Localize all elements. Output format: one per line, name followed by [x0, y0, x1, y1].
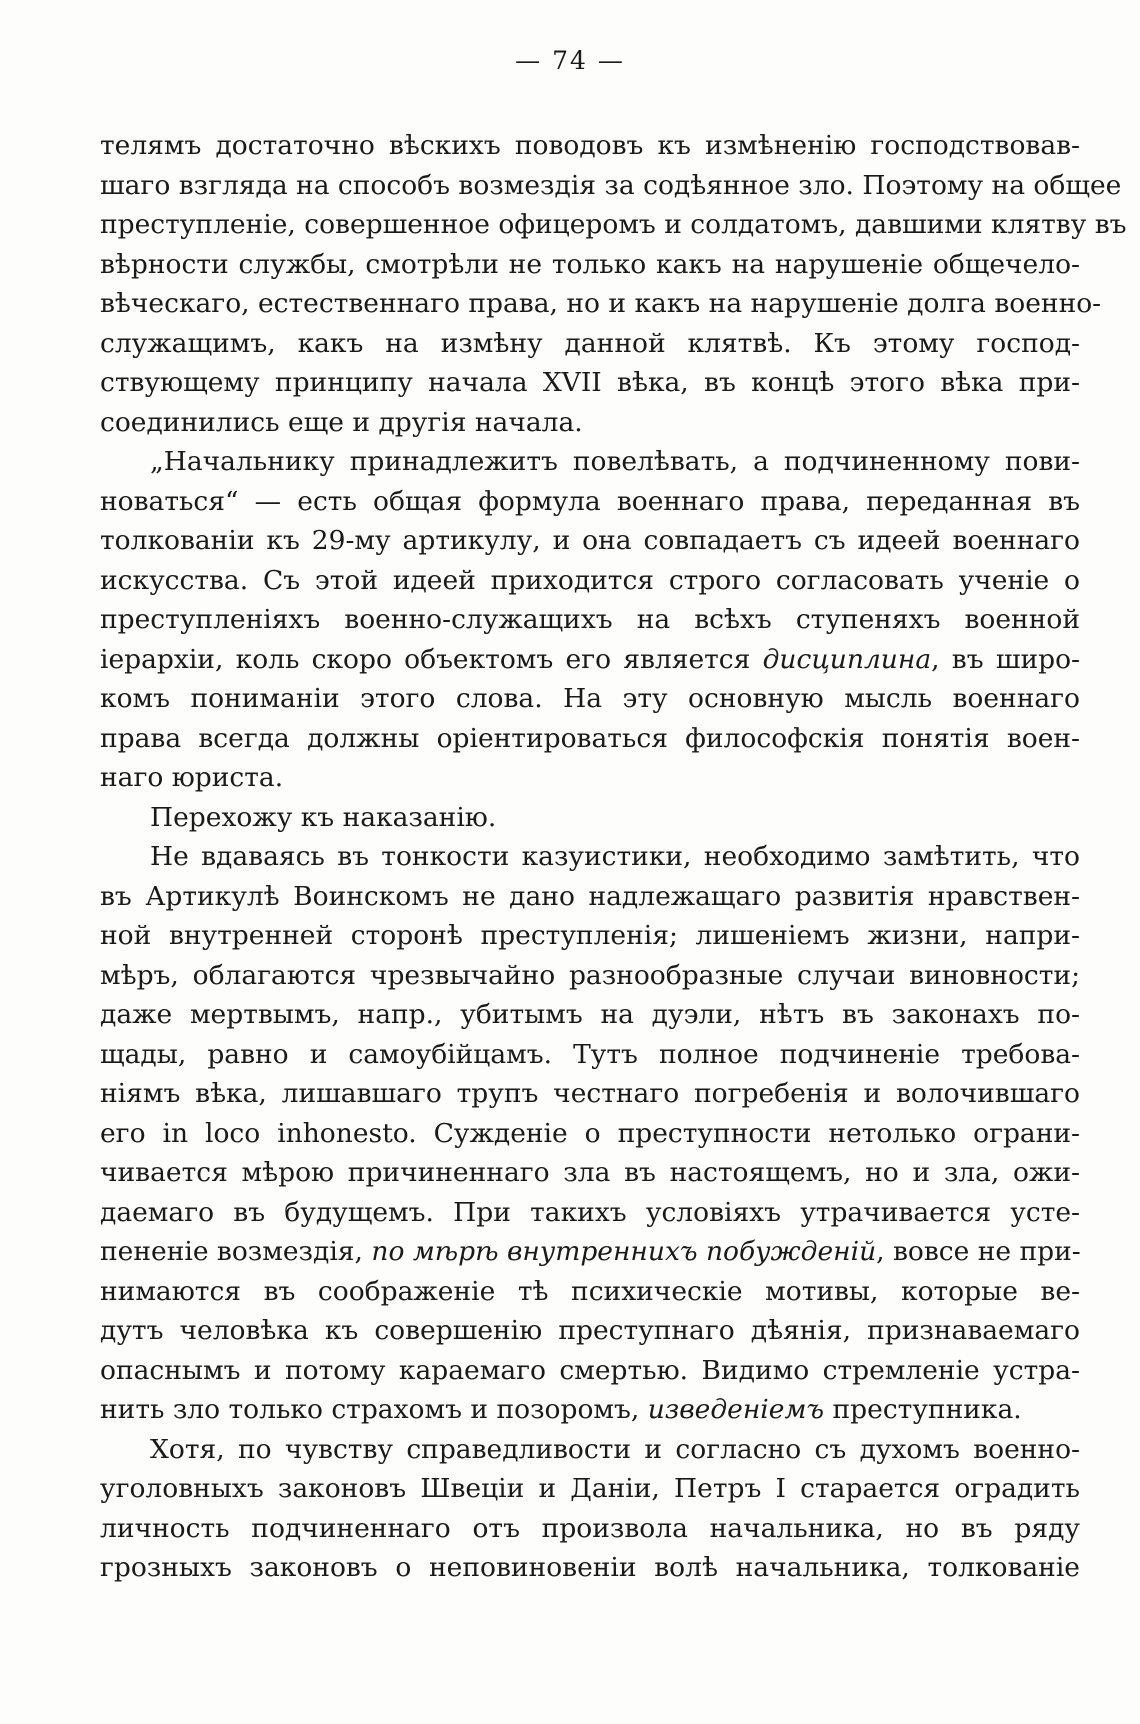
text-line [100, 1035, 1080, 1075]
text-segment: личность подчиненнаго отъ произвола начальника, но въ ряду [100, 1512, 1080, 1544]
text-segment: , вовсе не при- [876, 1236, 1081, 1267]
text-segment: въ Артикулѣ Воинскомъ не дано надлежащаго развитія нравствен- [100, 880, 1080, 912]
text-segment: права всегда должны оріентироваться философскія понятія воен- [100, 722, 1080, 754]
text-segment: соединились еще и другія начала. [100, 406, 583, 438]
text-line [100, 1548, 1080, 1588]
text-segment: щады, равно и самоубійцамъ. Тутъ полное подчиненіе требова- [100, 1038, 1080, 1070]
text-line [100, 205, 1127, 245]
text-segment: комъ пониманіи этого слова. На эту основную мысль военнаго [100, 683, 1080, 714]
text-line [100, 442, 1080, 482]
text-line [100, 1272, 1080, 1312]
text-line [100, 758, 1080, 798]
text-line [100, 995, 1080, 1035]
text-line [100, 877, 1080, 917]
text-segment: іерархіи, коль скоро объектомъ его является [100, 643, 763, 675]
text-line [100, 245, 1080, 285]
text-line [100, 719, 1080, 759]
text-line [100, 640, 1080, 680]
text-segment: искусства. Съ этой идеей приходится строго согласовать ученіе о [100, 564, 1080, 596]
text-segment: ствующему принципу начала XVII вѣка, въ концѣ этого вѣка при- [100, 367, 1080, 398]
paragraph [100, 798, 1080, 838]
text-segment: его in loco inhonesto. Сужденіе о преступности нетолько ограни- [100, 1117, 1080, 1149]
text-segment: Перехожу къ наказанію. [150, 801, 497, 833]
text-segment: преступника. [824, 1394, 1022, 1425]
text-line [100, 1469, 1080, 1509]
text-segment: толкованіи къ 29-му артикулу, и она совпадаетъ съ идеей военнаго [100, 525, 1080, 556]
text-line [100, 166, 1122, 206]
text-segment: опаснымъ и потому караемаго смертью. Видимо стремленіе устра- [100, 1354, 1080, 1386]
italic-text: дисциплина [762, 643, 932, 675]
text-line [100, 679, 1080, 719]
text-line [100, 324, 1080, 364]
text-segment: новаться“ — есть общая формула военнаго права, переданная въ [100, 485, 1080, 517]
text-line [100, 1232, 1080, 1272]
text-segment: служащимъ, какъ на измѣну данной клятвѣ. Къ этому господ- [100, 327, 1080, 359]
text-segment: пененіе возмездія, [100, 1236, 372, 1267]
text-segment: нить зло только страхомъ и позоромъ, [100, 1394, 648, 1425]
italic-text: по мѣрѣ внутреннихъ побужденій [371, 1236, 877, 1267]
text-line [100, 1193, 1080, 1233]
text-line [100, 521, 1080, 561]
text-line [100, 600, 1080, 640]
text-segment: телямъ достаточно вѣскихъ поводовъ къ измѣненію господствовав- [100, 130, 1080, 161]
text-line [100, 837, 1080, 877]
paragraph [100, 126, 1127, 442]
page-number: — 74 — [515, 46, 625, 75]
text-line [100, 1153, 1080, 1193]
text-segment: дутъ человѣка къ совершенію преступнаго дѣянія, признаваемаго [100, 1315, 1080, 1346]
text-line [100, 1430, 1080, 1470]
text-line [100, 1351, 1080, 1391]
text-line [100, 363, 1080, 403]
text-segment: преступленіе, совершенное офицеромъ и солдатомъ, давшими клятву въ [100, 209, 1127, 240]
text-line [100, 1114, 1080, 1154]
text-segment: грозныхъ законовъ о неповиновеніи волѣ начальника, толкованіе [100, 1552, 1080, 1583]
text-segment: , въ широ- [931, 643, 1080, 675]
text-line [100, 126, 1080, 166]
body-text [100, 126, 1127, 1588]
text-segment: нимаются въ соображеніе тѣ психическіе мотивы, которые ве- [100, 1275, 1080, 1307]
text-line [100, 284, 1102, 324]
text-segment: ной внутренней сторонѣ преступленія; лишеніемъ жизни, напри- [100, 920, 1080, 951]
text-segment: даемаго въ будущемъ. При такихъ условіяхъ утрачивается усте- [100, 1196, 1080, 1228]
text-line [100, 403, 1080, 443]
text-segment: даже мертвымъ, напр., убитымъ на дуэли, нѣтъ въ законахъ по- [100, 999, 1080, 1030]
text-segment: вѣческаго, естественнаго права, но и какъ на нарушеніе долга военно- [100, 288, 1102, 319]
text-line [100, 1509, 1080, 1549]
text-line [100, 482, 1080, 522]
text-segment: ніямъ вѣка, лишавшаго трупъ честнаго погребенія и волочившаго [100, 1078, 1080, 1109]
text-segment: преступленіяхъ военно-служащихъ на всѣхъ ступеняхъ военной [100, 604, 1080, 635]
text-line [100, 1074, 1080, 1114]
text-line [100, 916, 1080, 956]
text-segment: „Начальнику принадлежитъ повелѣвать, а подчиненному пови- [150, 446, 1080, 477]
text-segment: Хотя, по чувству справедливости и согласно съ духомъ военно- [150, 1433, 1080, 1465]
text-segment: шаго взгляда на способъ возмездія за содѣянное зло. Поэтому на общее [100, 169, 1122, 201]
text-line [100, 1311, 1080, 1351]
paragraph [100, 837, 1080, 1430]
text-line [100, 561, 1080, 601]
text-line [100, 1390, 1080, 1430]
text-line [100, 956, 1080, 996]
text-line [100, 798, 1080, 838]
paragraph [100, 1430, 1080, 1588]
text-segment: вѣрности службы, смотрѣли не только какъ на нарушеніе общечело- [100, 248, 1080, 280]
text-segment: Не вдаваясь въ тонкости казуистики, необходимо замѣтить, что [150, 841, 1080, 872]
text-segment: чивается мѣрою причиненнаго зла въ настоящемъ, но и зла, ожи- [100, 1157, 1080, 1188]
paragraph [100, 442, 1080, 798]
text-segment: наго юриста. [100, 762, 284, 793]
text-segment: мѣръ, облагаются чрезвычайно разнообразные случаи виновности; [100, 959, 1080, 991]
italic-text: изведеніемъ [647, 1394, 825, 1425]
text-segment: уголовныхъ законовъ Швеціи и Даніи, Петръ I старается оградить [100, 1473, 1080, 1504]
